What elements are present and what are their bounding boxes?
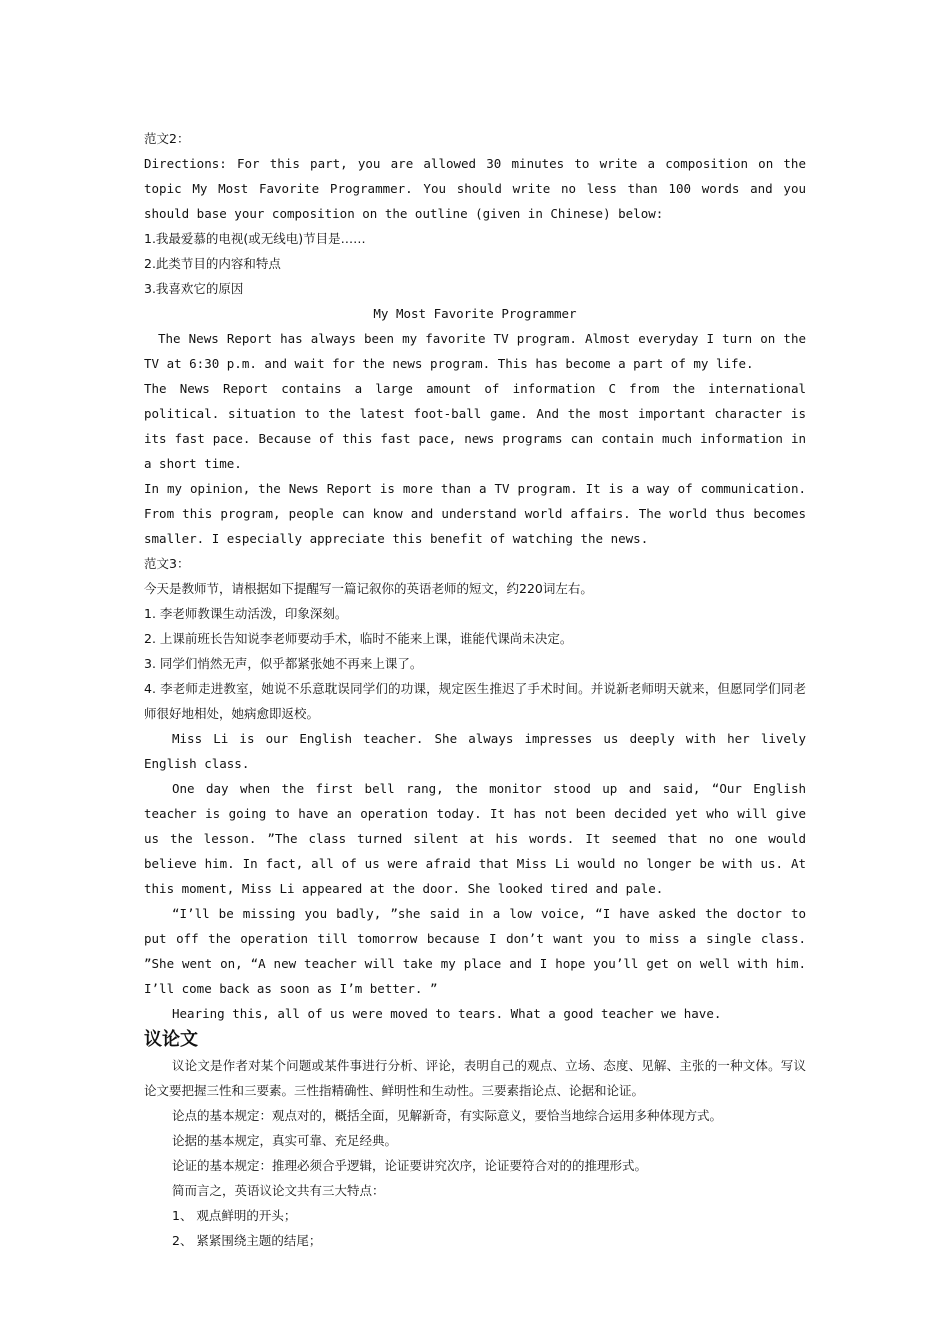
- prompt-point: 1. 李老师教课生动活泼，印象深刻。: [144, 606, 348, 621]
- outline-item: 2.此类节目的内容和特点: [144, 256, 281, 271]
- essay-paragraph: Miss Li is our English teacher. She always impresses us deeply with her lively English class.: [144, 731, 806, 771]
- essay-paragraph: The News Report has always been my favorite TV program. Almost everyday I turn on the TV at 6:30 p.m. and wait for the news program. This has become a part of my life.: [144, 331, 806, 371]
- essay-paragraph: One day when the first bell rang, the monitor stood up and said, “Our English teacher is going to have an operation today. It has not been decided yet who will give us the lesson. ”The class turned silent at his words. It seemed that no one would believe him. In fact, all of us were afraid that Miss Li would no longer be with us. At this moment, Miss Li appeared at the door. She looked tired and pale.: [144, 781, 806, 896]
- list-item: 1、 观点鲜明的开头；: [172, 1208, 297, 1223]
- prompt-point: 3. 同学们悄然无声，似乎都紧张她不再来上课了。: [144, 656, 423, 671]
- essay-paragraph: In my opinion, the News Report is more than a TV program. It is a way of communication. From this program, people can know and understand world affairs. The world thus becomes smaller. I especially appreciate this benefit of watching the news.: [144, 481, 806, 546]
- essay-paragraph: “I’ll be missing you badly, ”she said in a low voice, “I have asked the doctor to put off the operation till tomorrow because I don’t want you to miss a single class. ”She went on, “A new teacher will take my place and I hope you’ll get on well with him. I’ll come back as soon as I’m better. ”: [144, 906, 806, 996]
- sample2-label: 范文2：: [144, 131, 190, 146]
- body-paragraph: 论证的基本规定：推理必须合乎逻辑，论证要讲究次序，论证要符合对的的推理形式。: [172, 1158, 648, 1173]
- sample3-label: 范文3：: [144, 556, 190, 571]
- body-paragraph: 议论文是作者对某个问题或某件事进行分析、评论，表明自己的观点、立场、态度、见解、主张的一种文体。写议论文要把握三性和三要素。三性指精确性、鲜明性和生动性。三要素指论点、论据和论证。: [144, 1058, 806, 1098]
- section-heading: 议论文: [144, 1029, 198, 1050]
- essay-paragraph: Hearing this, all of us were moved to tears. What a good teacher we have.: [172, 1006, 722, 1021]
- document-page: [144, 126, 806, 1253]
- body-paragraph: 论点的基本规定：观点对的，概括全面，见解新奇，有实际意义，要恰当地综合运用多种体现方式。: [172, 1108, 723, 1123]
- outline-item: 3.我喜欢它的原因: [144, 281, 244, 296]
- body-paragraph: 简而言之，英语议论文共有三大特点：: [172, 1183, 385, 1198]
- essay-title: My Most Favorite Programmer: [373, 306, 577, 321]
- essay-paragraph: The News Report contains a large amount of information C from the international political. situation to the latest foot-ball game. And the most important character is its fast pace. Because of this fast pace, news programs can contain much information in a short time.: [144, 381, 806, 471]
- sample2-directions: Directions: For this part, you are allowed 30 minutes to write a composition on the topic My Most Favorite Programmer. You should write no less than 100 words and you should base your composition on the outline (given in Chinese) below:: [144, 156, 806, 221]
- list-item: 2、 紧紧围绕主题的结尾；: [172, 1233, 322, 1248]
- body-paragraph: 论据的基本规定，真实可靠、充足经典。: [172, 1133, 398, 1148]
- prompt-point: 2. 上课前班长告知说李老师要动手术，临时不能来上课，谁能代课尚未决定。: [144, 631, 573, 646]
- sample3-prompt: 今天是教师节，请根据如下提醒写一篇记叙你的英语老师的短文，约220词左右。: [144, 581, 593, 596]
- outline-item: 1.我最爱慕的电视(或无线电)节目是……: [144, 231, 366, 246]
- prompt-point: 4. 李老师走进教室，她说不乐意耽误同学们的功课，规定医生推迟了手术时间。并说新老师明天就来，但愿同学们同老师很好地相处，她病愈即返校。: [144, 681, 806, 721]
